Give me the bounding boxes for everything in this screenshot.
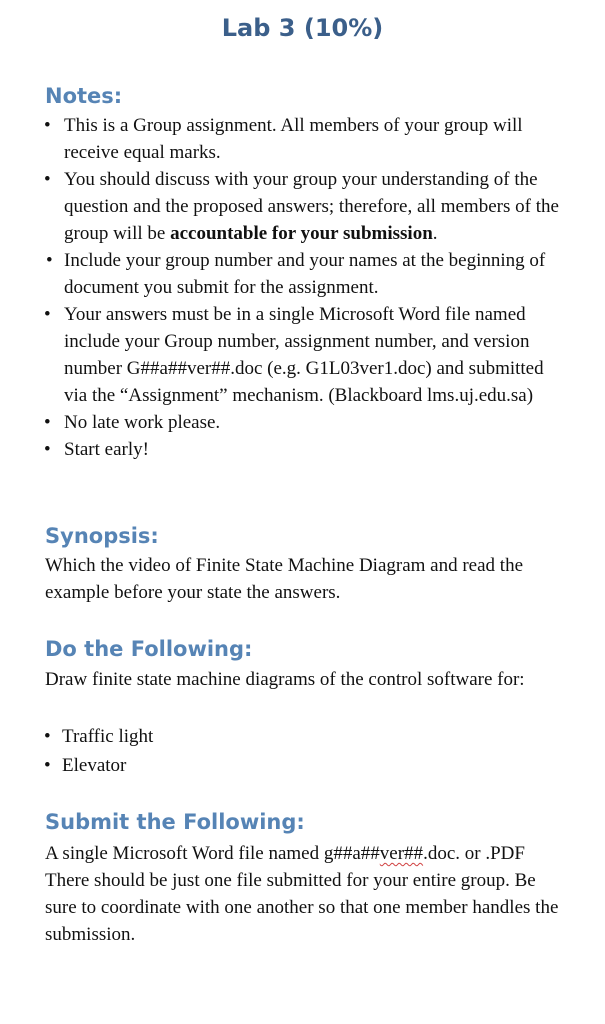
list-item (44, 436, 564, 463)
synopsis-heading: Synopsis: (45, 524, 159, 548)
list-item: • Traffic light (44, 722, 153, 751)
do-following-heading: Do the Following: (45, 637, 253, 661)
submit-heading: Submit the Following: (45, 810, 305, 834)
notes-list (44, 112, 564, 463)
list-item: • Elevator (44, 751, 153, 780)
note-bold-text: accountable for your submission (170, 223, 433, 244)
list-item (44, 247, 564, 301)
synopsis-text: Which the video of Finite State Machine Diagram and read the example before your state the answers. (45, 555, 524, 603)
note-text: Include your group number and your names at the beginning of document you submit for the assignment. (64, 250, 546, 298)
note-text: Your answers must be in a single Microsoft Word file named include your Group number, assignment number, and version number G##a##ver##.doc (e.g. G1L03ver1.doc) and submitted via the “Assignment” mechanism. (Blackboard lms.uj.edu.sa) (64, 304, 544, 406)
submit-text (45, 840, 565, 948)
note-text: You should discuss with your group your understanding of the question and the proposed answers; therefore, all members of the group will be (64, 169, 559, 244)
note-text: . (432, 223, 438, 244)
spellcheck-marked-text: ver## (379, 843, 424, 864)
list-item (44, 301, 564, 409)
submit-text-part: .doc. or .PDF There should be just one file submitted for your entire group. Be sure to coordinate with one another so that one member handles the submission. (45, 843, 559, 945)
note-text: No late work please. (64, 412, 221, 433)
note-text: This is a Group assignment. All members of your group will receive equal marks. (64, 115, 523, 163)
do-following-text: Draw finite state machine diagrams of the control software for: (45, 669, 525, 690)
notes-heading: Notes: (45, 84, 123, 108)
list-item (44, 409, 564, 436)
do-following-list (44, 722, 153, 780)
list-item (44, 112, 564, 166)
submit-text-part: A single Microsoft Word file named g##a## (45, 843, 380, 864)
note-text: Start early! (64, 439, 149, 460)
list-item (44, 166, 564, 247)
page-title: Lab 3 (10%) (221, 14, 384, 42)
